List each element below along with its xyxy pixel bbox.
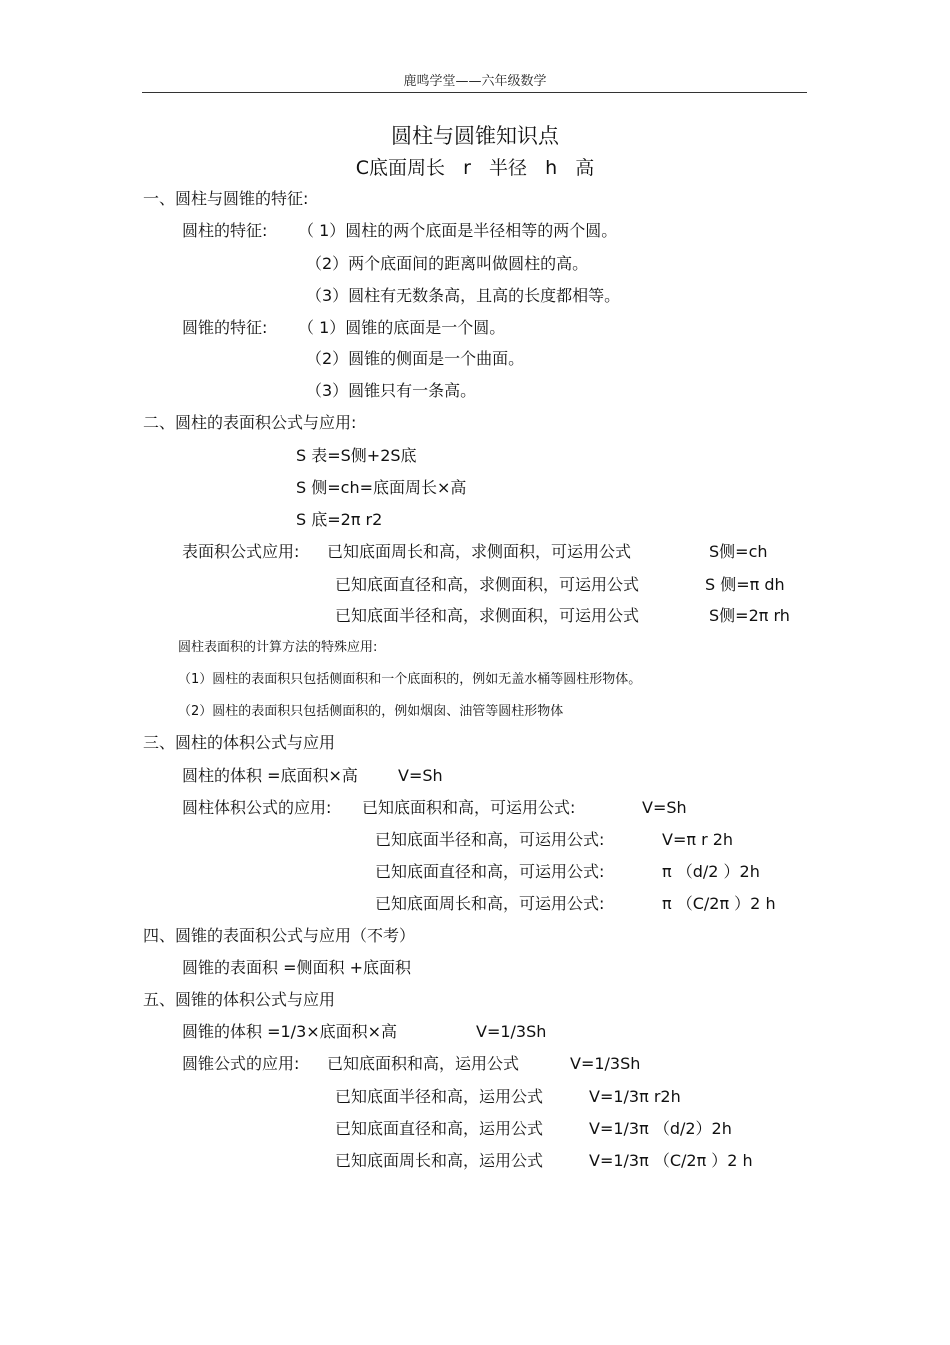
page-title: 圆柱与圆锥知识点 <box>391 124 559 148</box>
surface-app-1-text: 已知底面周长和高，求侧面积，可运用公式 <box>327 542 632 561</box>
cone-volume-app-2-text: 已知底面半径和高，运用公式 <box>335 1087 544 1106</box>
cylinder-feature-1: （ 1）圆柱的两个底面是半径相等的两个圆。 <box>298 221 618 240</box>
section-4-heading: 四、圆锥的表面积公式与应用（不考） <box>143 926 416 945</box>
cone-features-label: 圆锥的特征: <box>182 318 268 337</box>
cone-volume-text: 圆锥的体积 =1/3×底面积×高 <box>182 1022 398 1041</box>
section-3-heading: 三、圆柱的体积公式与应用 <box>143 733 336 752</box>
cone-volume-app-1-text: 已知底面积和高，运用公式 <box>327 1054 520 1073</box>
cylinder-volume-app-2-formula: V=π r 2h <box>662 830 734 849</box>
section-5-heading: 五、圆锥的体积公式与应用 <box>143 990 336 1009</box>
cylinder-volume-app-1-formula: V=Sh <box>642 798 687 817</box>
surface-app-2-text: 已知底面直径和高，求侧面积，可运用公式 <box>335 575 640 594</box>
cone-feature-3: （3）圆锥只有一条高。 <box>306 381 477 400</box>
cylinder-feature-2: （2）两个底面间的距离叫做圆柱的高。 <box>306 254 589 273</box>
cone-volume-app-4-text: 已知底面周长和高，运用公式 <box>335 1151 544 1170</box>
cylinder-volume-app-label: 圆柱体积公式的应用: <box>182 798 332 817</box>
header-rule <box>142 92 807 93</box>
cone-volume-formula: V=1/3Sh <box>476 1022 547 1041</box>
cylinder-volume-formula: V=Sh <box>398 766 443 785</box>
page-subtitle: C底面周长 r 半径 h 高 <box>355 157 595 179</box>
cylinder-feature-3: （3）圆柱有无数条高，且高的长度都相等。 <box>306 286 621 305</box>
cone-volume-app-3-formula: V=1/3π （d/2）2h <box>589 1119 732 1138</box>
cone-surface-text: 圆锥的表面积 =侧面积 +底面积 <box>182 958 411 977</box>
cone-volume-app-2-formula: V=1/3π r2h <box>589 1087 681 1106</box>
cylinder-volume-app-2-text: 已知底面半径和高，可运用公式: <box>375 830 605 849</box>
formula-surface-base: S 底=2π r2 <box>296 510 383 529</box>
cylinder-volume-app-3-formula: π （d/2 ）2h <box>662 862 760 881</box>
cylinder-features-label: 圆柱的特征: <box>182 221 268 240</box>
surface-app-label: 表面积公式应用: <box>182 542 300 561</box>
special-case-2: （2）圆柱的表面积只包括侧面积的，例如烟囱、油管等圆柱形物体 <box>178 704 564 719</box>
surface-app-2-formula: S 侧=π dh <box>705 575 785 594</box>
formula-surface-side: S 侧=ch=底面周长×高 <box>296 478 467 497</box>
cylinder-volume-app-4-formula: π （C/2π ）2 h <box>662 894 776 913</box>
cylinder-volume-text: 圆柱的体积 =底面积×高 <box>182 766 358 785</box>
cone-feature-2: （2）圆锥的侧面是一个曲面。 <box>306 349 525 368</box>
cylinder-volume-app-4-text: 已知底面周长和高，可运用公式: <box>375 894 605 913</box>
cylinder-volume-app-3-text: 已知底面直径和高，可运用公式: <box>375 862 605 881</box>
cylinder-volume-app-1-text: 已知底面积和高，可运用公式: <box>362 798 576 817</box>
cone-volume-app-3-text: 已知底面直径和高，运用公式 <box>335 1119 544 1138</box>
surface-app-3-formula: S侧=2π rh <box>709 606 790 625</box>
special-case-1: （1）圆柱的表面积只包括侧面积和一个底面积的，例如无盖水桶等圆柱形物体。 <box>178 672 642 687</box>
surface-app-3-text: 已知底面半径和高，求侧面积，可运用公式 <box>335 606 640 625</box>
section-2-heading: 二、圆柱的表面积公式与应用: <box>143 413 357 432</box>
cone-volume-app-1-formula: V=1/3Sh <box>570 1054 641 1073</box>
cone-feature-1: （ 1）圆锥的底面是一个圆。 <box>298 318 506 337</box>
cone-volume-app-4-formula: V=1/3π （C/2π ）2 h <box>589 1151 753 1170</box>
section-1-heading: 一、圆柱与圆锥的特征: <box>143 189 309 208</box>
formula-surface-total: S 表=S侧+2S底 <box>296 446 417 465</box>
surface-app-1-formula: S侧=ch <box>709 542 768 561</box>
page-header: 鹿鸣学堂——六年级数学 <box>403 74 547 89</box>
special-cases-heading: 圆柱表面积的计算方法的特殊应用: <box>178 640 378 655</box>
cone-volume-app-label: 圆锥公式的应用: <box>182 1054 300 1073</box>
